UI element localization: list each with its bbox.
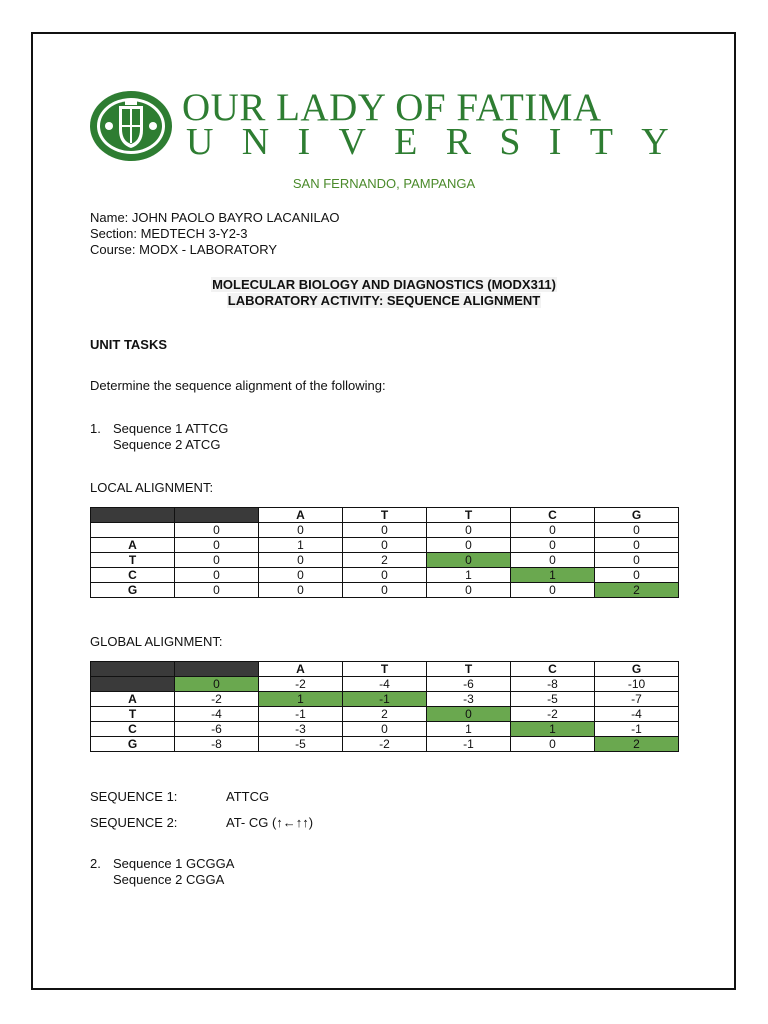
corner-cell: [175, 508, 259, 523]
table-cell: 0: [427, 523, 511, 538]
table-cell: -8: [175, 737, 259, 752]
table-cell: -2: [259, 677, 343, 692]
local-alignment-label: LOCAL ALIGNMENT:: [90, 480, 214, 495]
global-alignment-table: [90, 661, 679, 752]
local-alignment-table: [90, 507, 679, 598]
table-header-row: [91, 662, 679, 677]
highlighted-cell: 0: [427, 553, 511, 568]
table-cell: 0: [427, 583, 511, 598]
table-cell: -5: [511, 692, 595, 707]
row-header: [91, 677, 175, 692]
table-cell: 0: [511, 538, 595, 553]
table-cell: 0: [511, 737, 595, 752]
corner-cell: [91, 662, 175, 677]
table-cell: 0: [175, 568, 259, 583]
column-header: T: [427, 662, 511, 677]
row-header: C: [91, 568, 175, 583]
task2-sequence1: Sequence 1 GCGGA: [113, 856, 235, 871]
table-cell: 0: [511, 523, 595, 538]
table-cell: 0: [595, 568, 679, 583]
table-row: [91, 568, 679, 583]
row-header: T: [91, 707, 175, 722]
document-title-line1: MOLECULAR BIOLOGY AND DIAGNOSTICS (MODX311): [212, 277, 556, 292]
column-header: T: [343, 508, 427, 523]
column-header: G: [595, 508, 679, 523]
table-cell: 0: [595, 523, 679, 538]
student-course: Course: MODX - LABORATORY: [90, 242, 278, 257]
task1-sequence2: Sequence 2 ATCG: [113, 437, 221, 452]
university-name-line1: OUR LADY OF FATIMA: [182, 86, 602, 129]
table-cell: 1: [259, 538, 343, 553]
table-cell: 0: [175, 553, 259, 568]
table-cell: -1: [259, 707, 343, 722]
table-row: [91, 583, 679, 598]
table-cell: 0: [343, 568, 427, 583]
table-cell: 0: [511, 583, 595, 598]
table-cell: 1: [427, 568, 511, 583]
table-row: [91, 737, 679, 752]
table-cell: -6: [427, 677, 511, 692]
result-seq1-value: ATTCG: [226, 789, 270, 804]
table-cell: 0: [175, 583, 259, 598]
table-cell: 0: [343, 538, 427, 553]
table-cell: 0: [175, 523, 259, 538]
table-cell: -3: [259, 722, 343, 737]
table-cell: -3: [427, 692, 511, 707]
table-row: [91, 538, 679, 553]
column-header: C: [511, 508, 595, 523]
table-cell: -1: [427, 737, 511, 752]
table-cell: -1: [595, 722, 679, 737]
table-cell: -5: [259, 737, 343, 752]
table-cell: 0: [343, 722, 427, 737]
table-cell: 2: [343, 553, 427, 568]
highlighted-cell: 0: [175, 677, 259, 692]
table-header-row: [91, 508, 679, 523]
result-seq1-label: SEQUENCE 1:: [90, 789, 178, 804]
row-header: G: [91, 583, 175, 598]
instruction-text: Determine the sequence alignment of the following:: [90, 378, 386, 393]
table-cell: 0: [259, 583, 343, 598]
column-header: G: [595, 662, 679, 677]
row-header: A: [91, 538, 175, 553]
highlighted-cell: 2: [595, 737, 679, 752]
row-header: C: [91, 722, 175, 737]
result-seq2-value: AT- CG (↑←↑↑): [226, 815, 314, 830]
table-row: [91, 707, 679, 722]
task1-number: 1.: [90, 421, 101, 436]
task2-sequence2: Sequence 2 CGGA: [113, 872, 225, 887]
row-header: A: [91, 692, 175, 707]
highlighted-cell: 1: [259, 692, 343, 707]
table-cell: -7: [595, 692, 679, 707]
student-name: Name: JOHN PAOLO BAYRO LACANILAO: [90, 210, 340, 225]
table-cell: 1: [427, 722, 511, 737]
task2-number: 2.: [90, 856, 101, 871]
table-cell: 0: [175, 538, 259, 553]
column-header: T: [343, 662, 427, 677]
table-row: [91, 523, 679, 538]
table-cell: -2: [511, 707, 595, 722]
table-row: [91, 553, 679, 568]
table-cell: 0: [595, 553, 679, 568]
table-cell: -2: [343, 737, 427, 752]
corner-cell: [175, 662, 259, 677]
global-alignment-label: GLOBAL ALIGNMENT:: [90, 634, 223, 649]
table-cell: -10: [595, 677, 679, 692]
highlighted-cell: 1: [511, 568, 595, 583]
student-section: Section: MEDTECH 3-Y2-3: [90, 226, 248, 241]
table-cell: -4: [343, 677, 427, 692]
university-name-line2: UNIVERSITY: [186, 121, 697, 163]
table-cell: 2: [343, 707, 427, 722]
row-header: T: [91, 553, 175, 568]
table-cell: -2: [175, 692, 259, 707]
row-header: [91, 523, 175, 538]
column-header: A: [259, 508, 343, 523]
column-header: C: [511, 662, 595, 677]
row-header: G: [91, 737, 175, 752]
highlighted-cell: 1: [511, 722, 595, 737]
table-cell: 0: [595, 538, 679, 553]
corner-cell: [91, 508, 175, 523]
table-cell: -4: [175, 707, 259, 722]
highlighted-cell: 0: [427, 707, 511, 722]
table-row: [91, 722, 679, 737]
university-seal-logo: [89, 90, 173, 162]
table-cell: 0: [343, 523, 427, 538]
highlighted-cell: -1: [343, 692, 427, 707]
table-cell: -6: [175, 722, 259, 737]
column-header: T: [427, 508, 511, 523]
table-cell: 0: [427, 538, 511, 553]
highlighted-cell: 2: [595, 583, 679, 598]
table-row: [91, 692, 679, 707]
table-cell: 0: [259, 553, 343, 568]
unit-tasks-heading: UNIT TASKS: [90, 337, 168, 352]
table-cell: 0: [259, 523, 343, 538]
table-cell: 0: [511, 553, 595, 568]
column-header: A: [259, 662, 343, 677]
table-cell: -4: [595, 707, 679, 722]
document-title-line2: LABORATORY ACTIVITY: SEQUENCE ALIGNMENT: [227, 293, 541, 308]
table-row: [91, 677, 679, 692]
table-cell: 0: [259, 568, 343, 583]
result-seq2-label: SEQUENCE 2:: [90, 815, 178, 830]
table-cell: 0: [343, 583, 427, 598]
campus-location: SAN FERNANDO, PAMPANGA: [292, 176, 476, 191]
table-cell: -8: [511, 677, 595, 692]
task1-sequence1: Sequence 1 ATTCG: [113, 421, 229, 436]
